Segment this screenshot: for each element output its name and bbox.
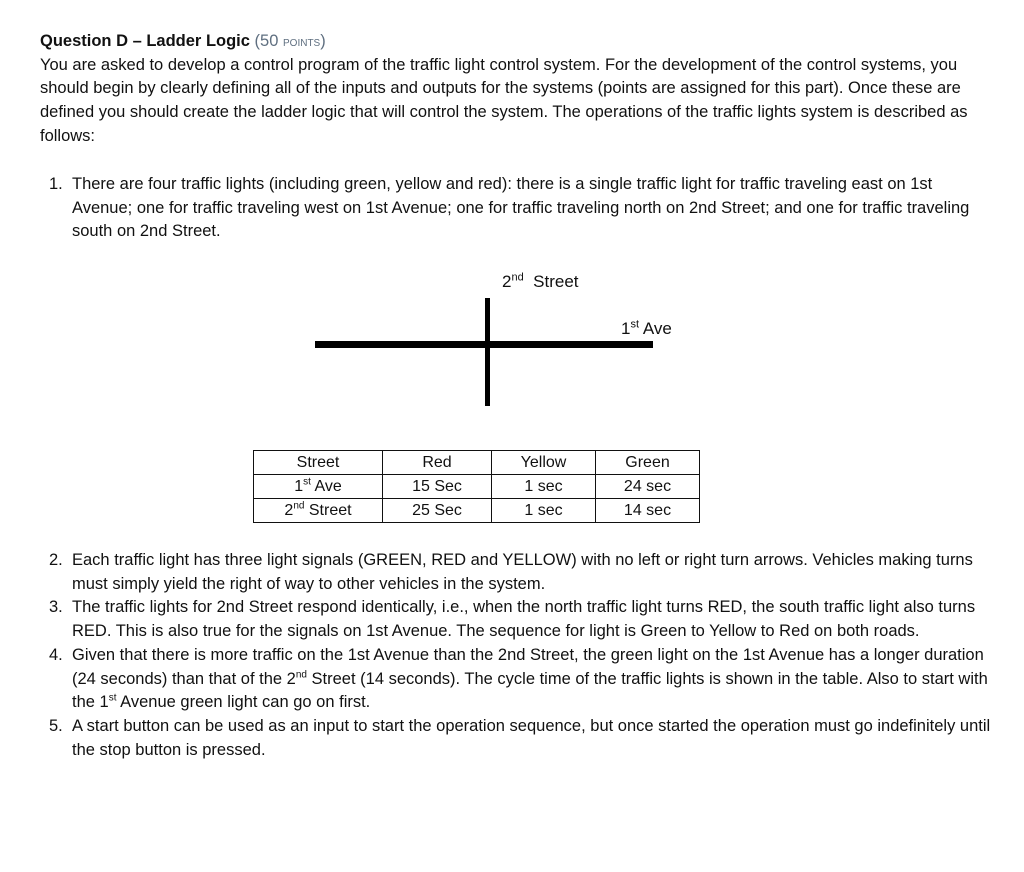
table-cell-green: 24 sec (596, 475, 700, 499)
table-header-cell: Red (383, 451, 492, 475)
requirements-list-part-1 (40, 173, 985, 244)
list-item-text: Each traffic light has three light signals (GREEN, RED and YELLOW) with no left or right turn arrows. Vehicles making turns must simply yield the right of way to other vehicles in the system. (72, 551, 973, 593)
list-item-number: 5. (49, 716, 63, 735)
intersection-diagram (300, 246, 740, 416)
list-item (40, 596, 1000, 643)
list-item-text: The traffic lights for 2nd Street respond identically, i.e., when the north traffic light turns RED, the south traffic light also turns RED. This is also true for the signals on 1st Avenue. The sequence for light is Green to Yellow to Red on both roads. (72, 598, 976, 641)
list-item (40, 715, 1000, 762)
table-cell-street: 1st Ave (254, 475, 383, 499)
list-item-text: A start button can be used as an input to start the operation sequence, but once started the operation must go indefinitely until the stop button is pressed. (72, 716, 991, 759)
list-item-text: There are four traffic lights (including green, yellow and red): there is a single traffic light for traffic traveling east on 1st Avenue; one for traffic traveling west on 1st Avenue; one for traffic traveling north on 2nd Street; and one for traffic traveling south on 2nd Street. (72, 175, 970, 241)
table-header-cell: Street (254, 451, 383, 475)
table-cell-green: 14 sec (596, 499, 700, 523)
table-cell-yellow: 1 sec (492, 499, 596, 523)
table-header-cell: Yellow (492, 451, 596, 475)
first-ave-label: 1st Ave (621, 318, 672, 338)
table-header-row (254, 451, 700, 475)
list-item (40, 173, 985, 244)
list-item-number: 4. (49, 645, 63, 664)
points-label: (50 points) (254, 32, 326, 50)
list-item (40, 549, 1000, 596)
table-cell-red: 15 Sec (383, 475, 492, 499)
list-item (40, 644, 1000, 715)
table-cell-street: 2nd Street (254, 499, 383, 523)
question-heading (40, 30, 1000, 54)
table-header-cell: Green (596, 451, 700, 475)
list-item-text: Given that there is more traffic on the 1st Avenue than the 2nd Street, the green light on the 1st Avenue has a longer duration (24 seconds) than that of the 2nd Street (14 seconds). The cycle time of the traffic lights is shown in the table. Also to start with the 1st Avenue green light can go on first. (72, 645, 988, 712)
list-item-number: 2. (49, 551, 63, 569)
list-item-number: 1. (49, 175, 63, 193)
intro-paragraph: You are asked to develop a control program of the traffic light control system. For the development of the control systems, you should begin by clearly defining all of the inputs and outputs for the systems (points are assigned for this part). Once these are defined you should create the ladder logic that will control the system. The operations of the traffic lights system is described as follows: (40, 55, 968, 145)
first-avenue-line (315, 341, 653, 348)
table-row (254, 499, 700, 523)
second-street-label: 2nd Street (502, 271, 579, 291)
second-street-line (485, 298, 490, 406)
list-item-number: 3. (49, 598, 63, 617)
requirements-list-part-2 (40, 549, 1000, 762)
question-title: Question D – Ladder Logic (40, 32, 250, 50)
table-cell-red: 25 Sec (383, 499, 492, 523)
table-cell-yellow: 1 sec (492, 475, 596, 499)
table-row (254, 475, 700, 499)
light-timing-table (253, 450, 700, 523)
